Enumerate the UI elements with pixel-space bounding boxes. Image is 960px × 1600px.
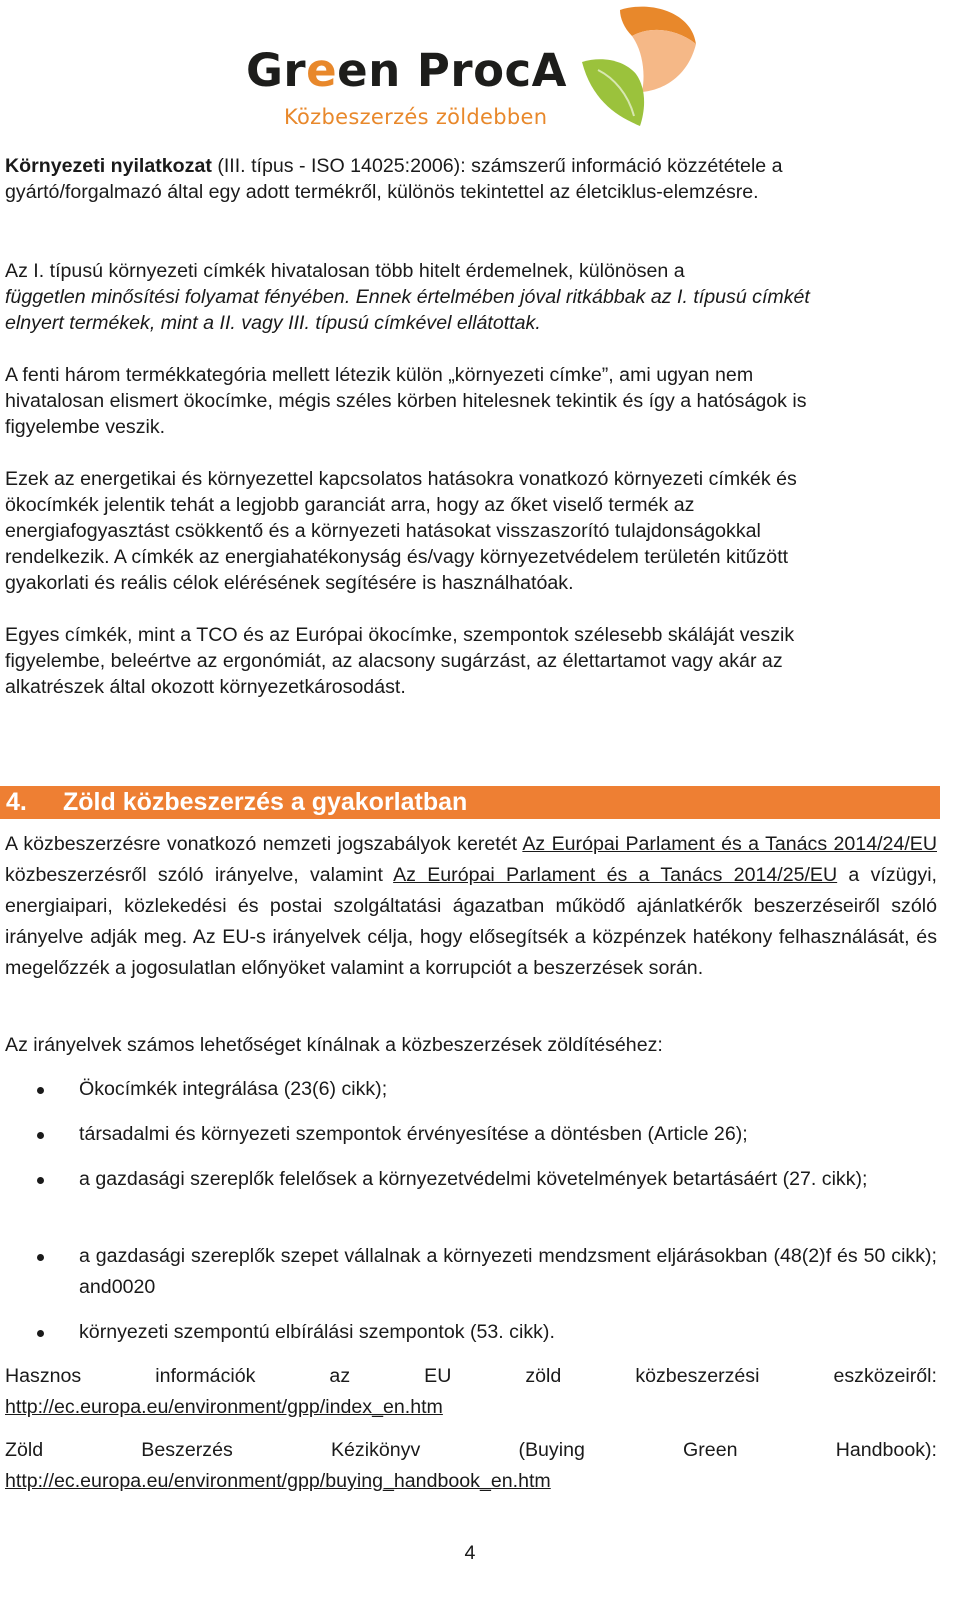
page-number: 4	[464, 1542, 476, 1564]
link-directive-2014-24[interactable]: Az Európai Parlament és a Tanács 2014/24/EU	[522, 833, 937, 855]
bullet-icon	[37, 1177, 44, 1184]
bullet-icon	[37, 1330, 44, 1337]
link-buying-handbook[interactable]: http://ec.europa.eu/environment/gpp/buying_handbook_en.htm	[5, 1470, 551, 1492]
bullet-icon	[37, 1087, 44, 1094]
paragraph-directive-options: Az irányelvek számos lehetőséget kínálnak a közbeszerzések zöldítéséhez:	[5, 1034, 663, 1056]
green-proca-logo	[246, 4, 706, 130]
link-directive-2014-25[interactable]: Az Európai Parlament és a Tanács 2014/25/EU	[393, 864, 838, 886]
resource-line-gpp-tools: Hasznos információk az EU zöld közbeszerzési eszközeiről:	[5, 1365, 937, 1387]
paragraph-environmental-declaration: Környezeti nyilatkozat (III. típus - ISO 14025:2006): számszerű információ közzététele a gyártó/forgalmazó által egy adott termékről, különös tekintettel az életciklus-elemzésre.	[5, 155, 783, 203]
document-page: Green ProcA Közbeszerzés zöldebben Környezeti nyilatkozat (III. típus - ISO 14025:2006): számszerű információ közzététele a gyártó/forgalmazó által egy adott termékről, különös tekintettel az életciklus-elemzésre. Az I. típusú környezeti címkék hivatalosan több hitelt érdemelnek, különösen a független minősítési folyamat fényében. Ennek értelmében jóval ritkábbak az I. típusú címkét elnyert termékek, mint a II. vagy III. típusú címkével ellátottak. A fenti három termékkategória mellett létezik külön „környezeti címke”, ami ugyan nem hivatalosan elismert ökocímke, mégis széles körben hitelesnek tekintik és így a hatóságok is figyelembe veszik. Ezek az energetikai és környezettel kapcsolatos hatásokra vonatkozó környezeti címkék és ökocímkék jelentik tehát a legjobb garanciát arra, hogy az őket viselő termék az energiafogyasztást csökkentő és a környezeti hatásokat visszaszorító tulajdonságokkal rendelkezik. A címkék az energiahatékonyság és/vagy környezetvédelem területén kitűzött gyakorlati és reális célok elérésének segítésére is használhatóak. Egyes címkék, mint a TCO és az Európai ökocímke, szempontok szélesebb skáláját veszik figyelembe, beleértve az ergonómiát, az alacsony sugárzást, az élettartamot vagy akár az alkatrészek által okozott környezetkárosodást. 4. Zöld közbeszerzés a gyakorlatban A közbeszerzésre vonatkozó nemzeti jogszabályok keretét Az Európai Parlament és a Tanács 2014/24/EU közbeszerzésről szóló irányelve, valamint Az Európai Parlament és a Tanács 2014/25/EU a vízügyi, energiaipari, közlekedési és postai szolgáltatási ágazatban működő ajánlatkérők beszerzéseiről szóló irányelve adják meg. Az EU-s irányelvek célja, hogy elősegítsék a közpénzek hatékony felhasználását, és megelőzzék a jogosulatlan előnyöket valamint a korrupciót a beszerzések során. Az irányelvek számos lehetőséget kínálnak a közbeszerzések zöldítéséhez: Ökocímkék integrálása (23(6) cikk); társadalmi és környezeti szempontok érvényesítése a döntésben (Article 26); a gazdasági szereplők felelősek a környezetvédelmi követelmények betartásáért (27. cikk); a gazdasági szereplők szepet vállalnak a környezeti mendzsment eljárásokban (48(2)f és 50 cikk); and0020 környezeti szempontú elbírálási szempontok (53. cikk). Hasznos információk az EU zöld közbeszerzési eszközeiről: http://ec.europa.eu/environment/gpp/index_en.htm Zöld Beszerzés Kézikönyv (Buying Green Handbook): http://ec.europa.eu/environment/gpp/buying_handbook_en.htm 4	[0, 0, 960, 1600]
bullet-icon	[37, 1254, 44, 1261]
paragraph-eu-directives: A közbeszerzésre vonatkozó nemzeti jogszabályok keretét Az Európai Parlament és a Tanács 2014/24/EU közbeszerzésről szóló irányelve, valamint Az Európai Parlament és a Tanács 2014/25/EU a vízügyi, energiaipari, közlekedési és postai szolgáltatási ágazatban működő ajánlatkérők beszerzéseiről szóló irányelve adják meg. Az EU-s irányelvek célja, hogy elősegítsék a közpénzek hatékony felhasználását, és megelőzzék a jogosulatlan előnyöket valamint a korrupciót a beszerzések során.	[5, 833, 937, 979]
paragraph-environmental-label: A fenti három termékkategória mellett létezik külön „környezeti címke”, ami ugyan nem hivatalosan elismert ökocímke, mégis széles körben hitelesnek tekintik és így a hatóságok is figyelembe veszik.	[5, 364, 807, 438]
logo-wordmark: Green ProcA	[246, 44, 567, 97]
leaf-logo-icon	[580, 4, 700, 128]
logo-subtitle: Közbeszerzés zöldebben	[284, 105, 548, 129]
resource-line-buying-green: Zöld Beszerzés Kézikönyv (Buying Green Handbook):	[5, 1439, 937, 1461]
section-title: Zöld közbeszerzés a gyakorlatban	[63, 788, 468, 816]
paragraph-tco-ecolabel: Egyes címkék, mint a TCO és az Európai ökocímke, szempontok szélesebb skáláját veszik figyelembe, beleértve az ergonómiát, az alacsony sugárzást, az élettartamot vagy akár az alkatrészek által okozott környezetkárosodást.	[5, 624, 795, 698]
paragraph-type-one-labels: Az I. típusú környezeti címkék hivatalosan több hitelt érdemelnek, különösen a független minősítési folyamat fényében. Ennek értelmében jóval ritkábbak az I. típusú címkét elnyert termékek, mint a II. vagy III. típusú címkével ellátottak.	[5, 260, 810, 334]
link-gpp-index[interactable]: http://ec.europa.eu/environment/gpp/index_en.htm	[5, 1396, 443, 1418]
paragraph-energy-labels: Ezek az energetikai és környezettel kapcsolatos hatásokra vonatkozó környezeti címkék és ökocímkék jelentik tehát a legjobb garanciát arra, hogy az őket viselő termék az energiafogyasztást csökkentő és a környezeti hatásokat visszaszorító tulajdonságokkal rendelkezik. A címkék az energiahatékonyság és/vagy környezetvédelem területén kitűzött gyakorlati és reális célok elérésének segítésére is használhatóak.	[5, 468, 797, 594]
section-heading-4	[0, 786, 940, 819]
bullet-icon	[37, 1132, 44, 1139]
section-number: 4.	[6, 788, 27, 816]
